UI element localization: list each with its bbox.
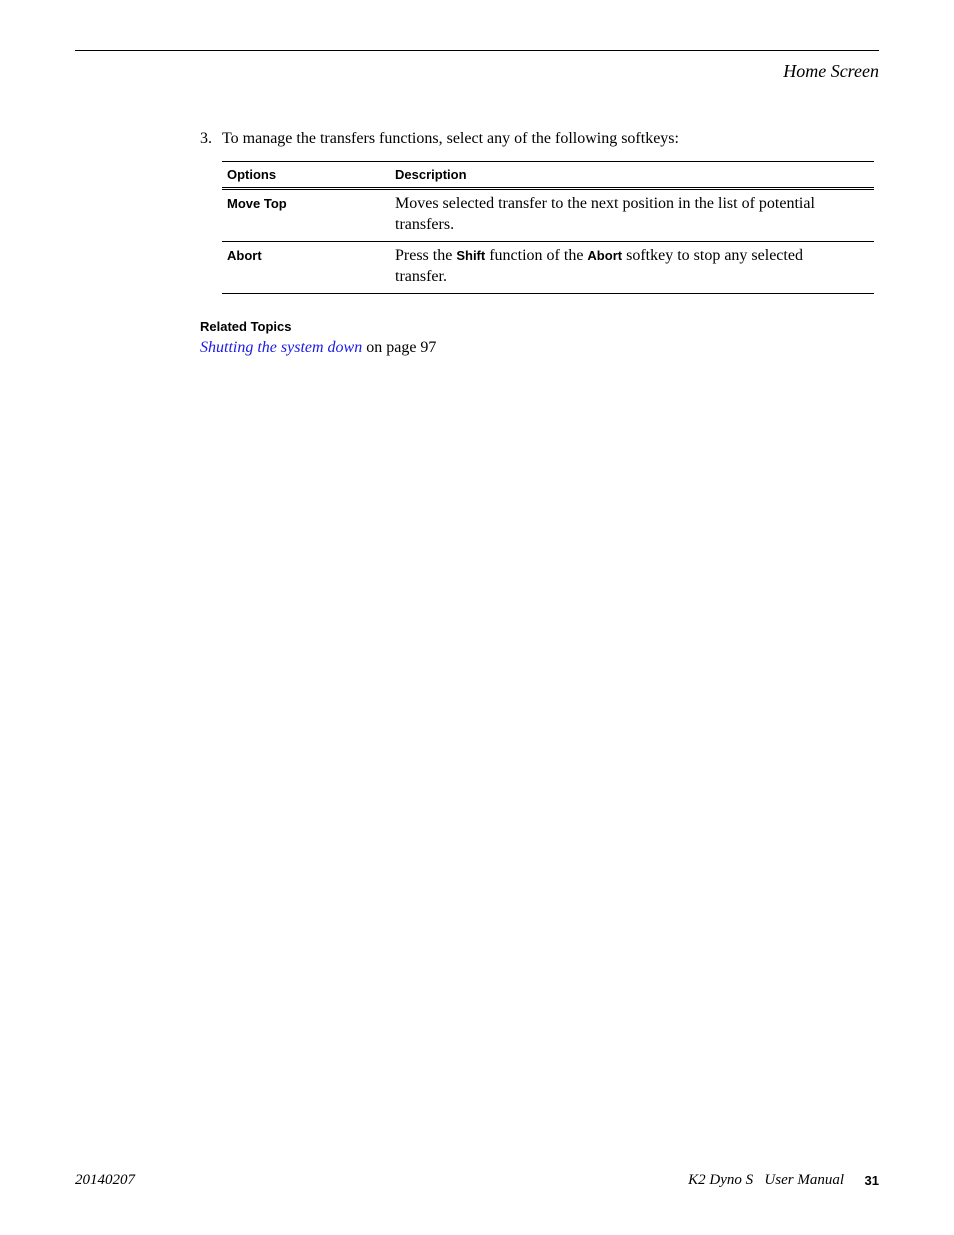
related-topics-heading: Related Topics <box>200 319 292 334</box>
footer-date: 20140207 <box>75 1172 135 1188</box>
softkey-options-table <box>222 161 874 294</box>
section-title: Home Screen <box>783 61 879 81</box>
description-abort <box>390 242 874 294</box>
description-text: softkey to stop any selected transfer. <box>395 247 803 285</box>
description-text: Press the <box>395 247 457 264</box>
step-instruction <box>200 130 679 148</box>
column-header-options: Options <box>222 162 390 189</box>
table-header-row <box>222 162 874 189</box>
shutting-down-link[interactable]: Shutting the system down <box>200 339 363 356</box>
related-topic-entry <box>200 339 436 357</box>
shift-keyword: Shift <box>456 248 486 263</box>
table-row <box>222 189 874 242</box>
option-abort: Abort <box>222 242 390 294</box>
option-move-top: Move Top <box>222 189 390 242</box>
step-text: To manage the transfers functions, select any of the following softkeys: <box>222 130 679 147</box>
header-rule <box>75 50 879 51</box>
footer-manual-title: K2 Dyno S User Manual <box>688 1172 844 1188</box>
column-header-description: Description <box>390 162 874 189</box>
description-move-top: Moves selected transfer to the next position in the list of potential transfers. <box>390 189 874 242</box>
step-number: 3. <box>200 130 212 147</box>
page-reference: on page 97 <box>362 339 437 356</box>
abort-keyword: Abort <box>587 248 623 263</box>
table-row <box>222 242 874 294</box>
page-number: 31 <box>864 1173 879 1188</box>
description-text: function of the <box>485 247 588 264</box>
